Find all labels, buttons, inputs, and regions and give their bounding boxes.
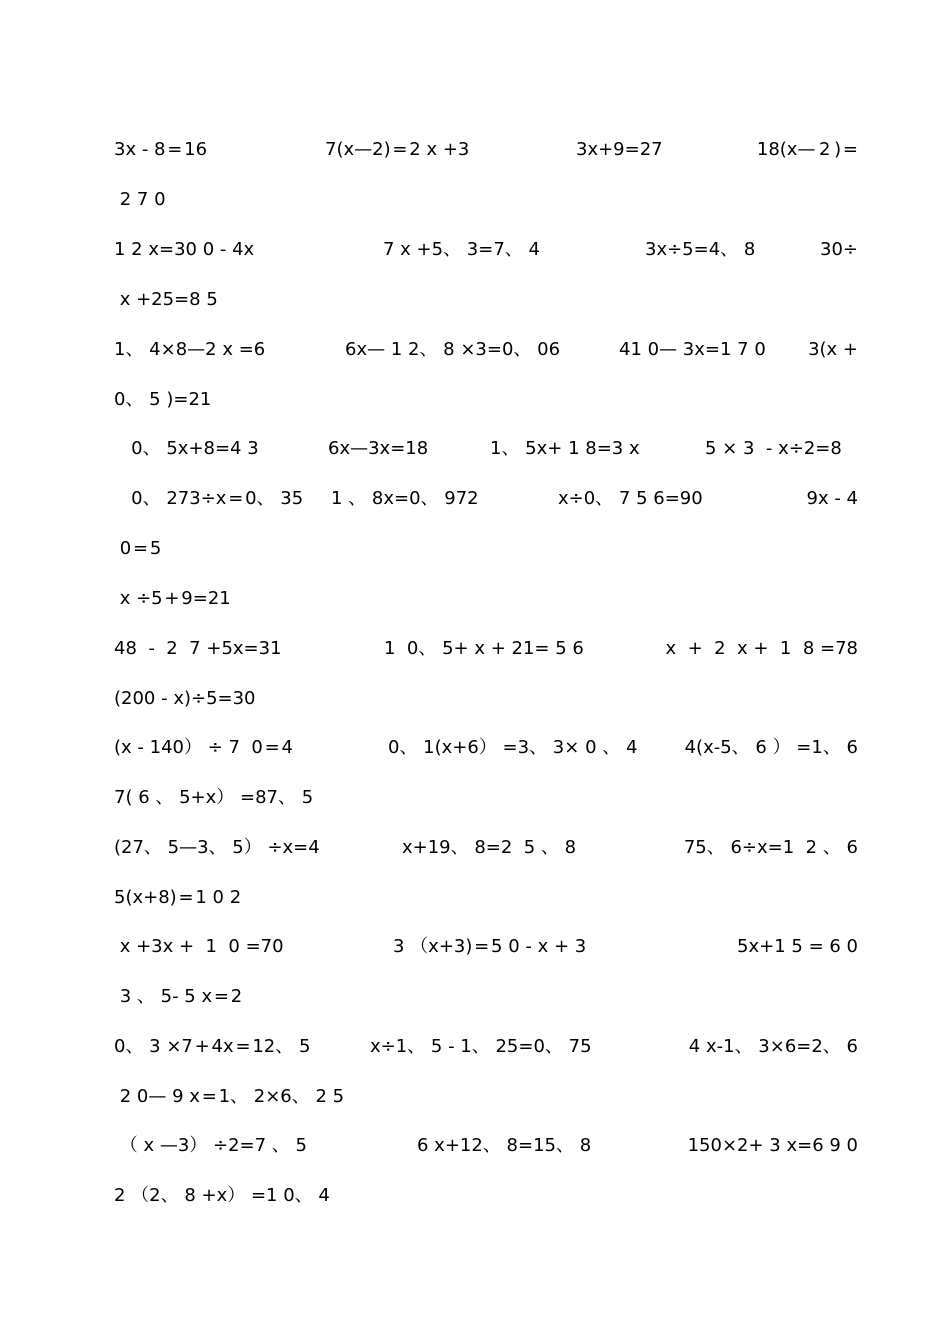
equation: 7( 6 、 5+x） =87、 5	[114, 787, 314, 808]
equation: x ÷5 + 9=21	[114, 588, 231, 609]
equation: （ x —3） ÷2=7 、 5	[114, 1135, 307, 1156]
equation: 4(x-5、 6 ） =1、 6	[684, 737, 858, 758]
equation: 0、 5x+8=4 3	[114, 438, 259, 459]
equation: 1、 5x+ 1 8=3 x	[490, 438, 640, 459]
equation: 3x - 8 = 16	[114, 139, 208, 160]
equation-line	[114, 833, 858, 863]
equation: 1 、 8x=0、 972	[331, 488, 479, 509]
equation: 2 （2、 8 +x） =1 0、 4	[114, 1185, 330, 1206]
equation: 3(x +	[808, 339, 858, 360]
equation: 5x+1 5 = 6 0	[737, 936, 858, 957]
equation-line	[114, 534, 858, 564]
equation: 0 = 5	[114, 538, 162, 559]
equation: 0、 273÷x = 0、 35	[114, 488, 304, 509]
equation-line	[114, 385, 858, 415]
equation-line	[114, 634, 858, 664]
equation: 4 x-1、 3×6=2、 6	[688, 1036, 858, 1057]
equation: 3 （x+3) = 5 0 - x + 3	[393, 936, 587, 957]
equation: 1 0、 5+ x + 21= 5 6	[384, 638, 584, 659]
equation: 1、 4×8—2 x =6	[114, 339, 266, 360]
equation: 9x - 4	[806, 488, 858, 509]
equation: (200 - x)÷5=30	[114, 688, 256, 709]
equation: 41 0— 3x=1 7 0	[619, 339, 766, 360]
equation-line	[114, 185, 858, 215]
equation: 150×2+ 3 x=6 9 0	[687, 1135, 858, 1156]
equation: 75、 6÷x=1 2 、 6	[683, 837, 858, 858]
equation-line	[114, 1181, 858, 1211]
equation: x + 2 x + 1 8 =78	[665, 638, 858, 659]
equation: 6x— 1 2、 8 ×3=0、 06	[345, 339, 561, 360]
equation: (x - 140） ÷ 7 0 = 4	[114, 737, 293, 758]
equation: 0、 5 )=21	[114, 389, 212, 410]
equation: x+19、 8=2 5 、 8	[402, 837, 577, 858]
equation: 30÷	[820, 239, 858, 260]
equation: 18(x— 2 ) =	[756, 139, 858, 160]
equation-line	[114, 1131, 858, 1161]
equation: 0、 3 ×7 + 4x = 12、 5	[114, 1036, 311, 1057]
equation: x +25=8 5	[114, 289, 218, 310]
equation: 7 x +5、 3=7、 4	[383, 239, 540, 260]
equation-line	[114, 484, 858, 514]
equation-line	[114, 135, 858, 165]
equation-line	[114, 1032, 858, 1062]
equation: 1 2 x=30 0 - 4x	[114, 239, 255, 260]
equation: 5(x+8) = 1 0 2	[114, 887, 242, 908]
equation-line	[114, 584, 858, 614]
equation-line	[114, 335, 858, 365]
equation-line	[114, 783, 858, 813]
equation: 3x+9=27	[576, 139, 663, 160]
equation: (27、 5—3、 5） ÷x=4	[114, 837, 320, 858]
equation-line	[114, 932, 858, 962]
equation-line	[114, 1082, 858, 1112]
equation: 5 × 3 - x÷2=8	[705, 438, 842, 459]
equation-line	[114, 982, 858, 1012]
equation: 6x—3x=18	[328, 438, 429, 459]
equation: x÷0、 7 5 6=90	[558, 488, 703, 509]
equation-line	[114, 733, 858, 763]
equation-line	[114, 684, 858, 714]
equation: 3 、 5- 5 x = 2	[114, 986, 243, 1007]
equation: x +3x + 1 0 =70	[114, 936, 284, 957]
equation: 48 - 2 7 +5x=31	[114, 638, 282, 659]
equation: x÷1、 5 - 1、 25=0、 75	[370, 1036, 592, 1057]
equation: 7(x—2) = 2 x +3	[325, 139, 470, 160]
equation-line	[114, 434, 858, 464]
equation: 2 0— 9 x = 1、 2×6、 2 5	[114, 1086, 345, 1107]
equation: 3x÷5=4、 8	[645, 239, 756, 260]
equation: 2 7 0	[114, 189, 166, 210]
equation: 0、 1(x+6） =3、 3× 0 、 4	[388, 737, 638, 758]
equation-line	[114, 883, 858, 913]
equation: 6 x+12、 8=15、 8	[417, 1135, 592, 1156]
equation-line	[114, 285, 858, 315]
equation-line	[114, 235, 858, 265]
